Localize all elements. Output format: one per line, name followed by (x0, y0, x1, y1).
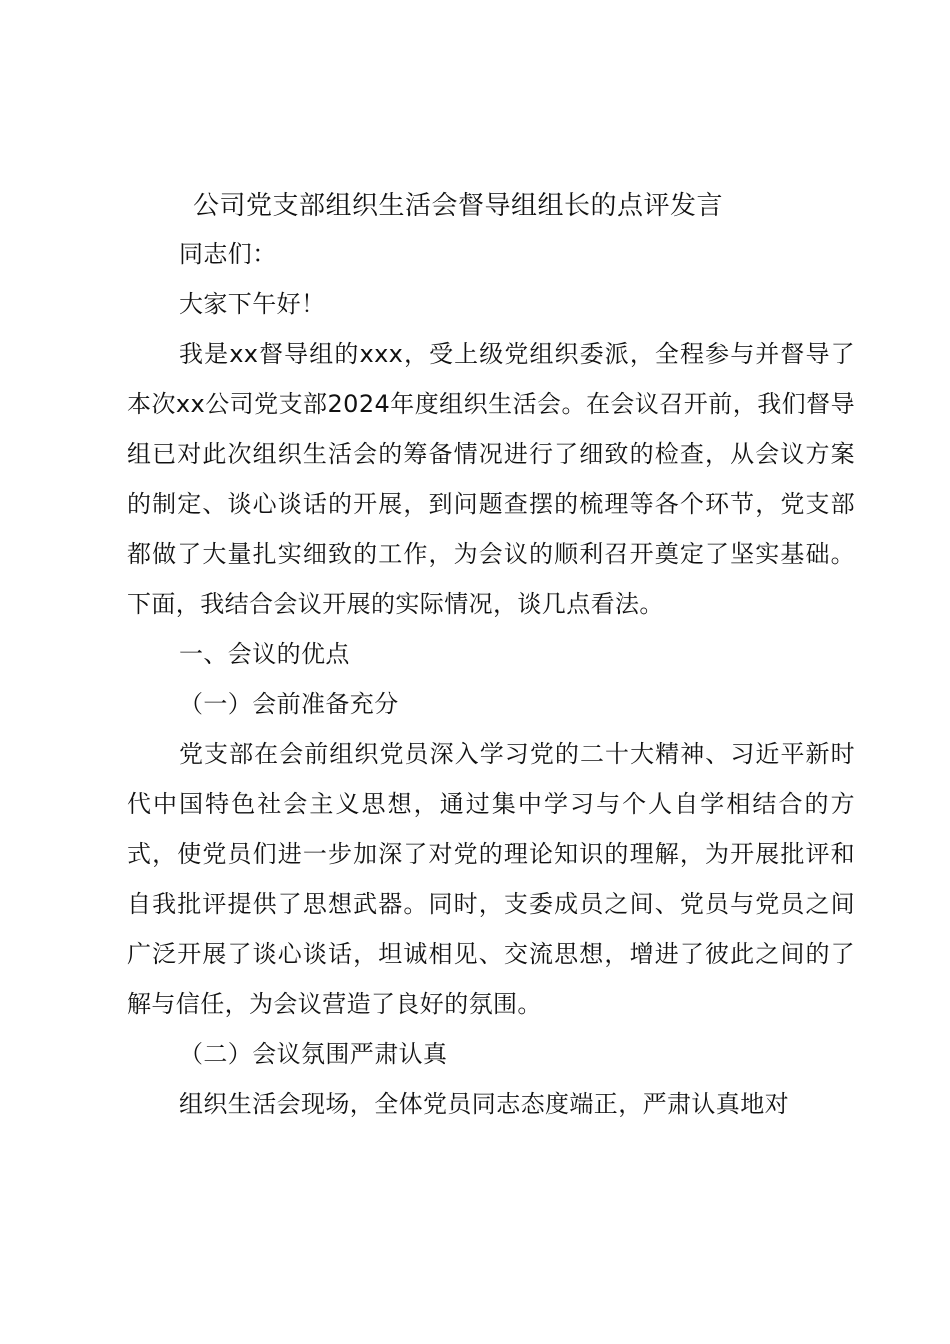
document-title: 公司党支部组织生活会督导组组长的点评发言 (193, 191, 724, 221)
document-body (127, 186, 855, 1129)
subsection-heading-2: （二）会议氛围严肃认真 (179, 1040, 448, 1068)
salutation: 同志们： (179, 240, 277, 268)
greeting: 大家下午好！ (179, 290, 326, 318)
subsection-paragraph-1: 党支部在会前组织党员深入学习党的二十大精神、习近平新时代中国特色社会主义思想，通过集中学习与个人自学相结合的方式，使党员们进一步加深了对党的理论知识的理解，为开展批评和自我批评提供了思想武器。同时，支委成员之间、党员与党员之间广泛开展了谈心谈话，坦诚相见、交流思想，增进了彼此之间的了解与信任，为会议营造了良好的氛围。 (127, 740, 855, 1018)
section-heading: 一、会议的优点 (179, 640, 350, 668)
subsection-heading-1: （一）会前准备充分 (179, 690, 399, 718)
intro-paragraph: 我是xx督导组的xxx，受上级党组织委派，全程参与并督导了本次xx公司党支部2024年度组织生活会。在会议召开前，我们督导组已对此次组织生活会的筹备情况进行了细致的检查，从会议方案的制定、谈心谈话的开展，到问题查摆的梳理等各个环节，党支部都做了大量扎实细致的工作，为会议的顺利召开奠定了坚实基础。下面，我结合会议开展的实际情况，谈几点看法。 (127, 340, 855, 618)
subsection-paragraph-2: 组织生活会现场，全体党员同志态度端正，严肃认真地对 (179, 1090, 789, 1118)
